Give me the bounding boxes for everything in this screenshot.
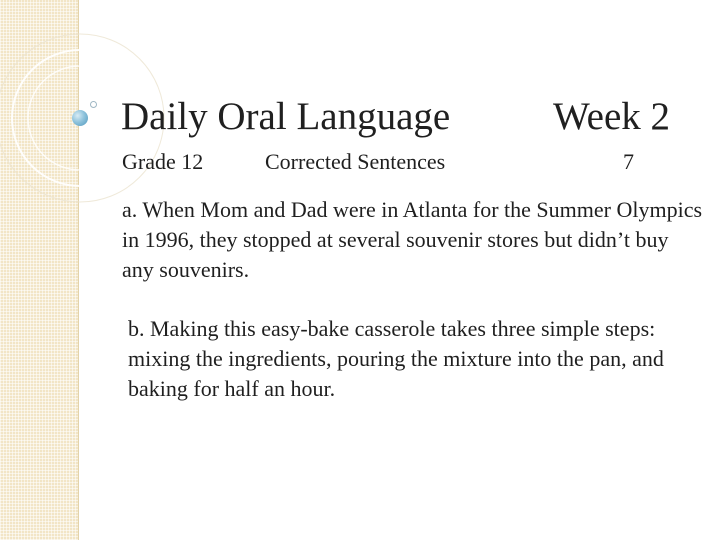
slide-week: Week 2 (553, 95, 671, 138)
decorative-side-panel (0, 0, 79, 540)
slide-title: Daily Oral Language (121, 95, 451, 138)
subtitle-label: Corrected Sentences (265, 149, 446, 174)
bullet-dot-small-icon (90, 101, 97, 108)
sentence-a: a. When Mom and Dad were in Atlanta for the Summer Olympics in 1996, they stopped at several souvenir stores but didn’t buy any souvenirs. (122, 197, 703, 282)
sentence-b: b. Making this easy-bake casserole takes three simple steps: mixing the ingredients, pouring the mixture into the pan, and baking for half an hour. (128, 316, 664, 401)
grade-label: Grade 12 (122, 149, 204, 174)
bullet-dot-large-icon (72, 110, 88, 126)
day-number: 7 (623, 149, 634, 174)
